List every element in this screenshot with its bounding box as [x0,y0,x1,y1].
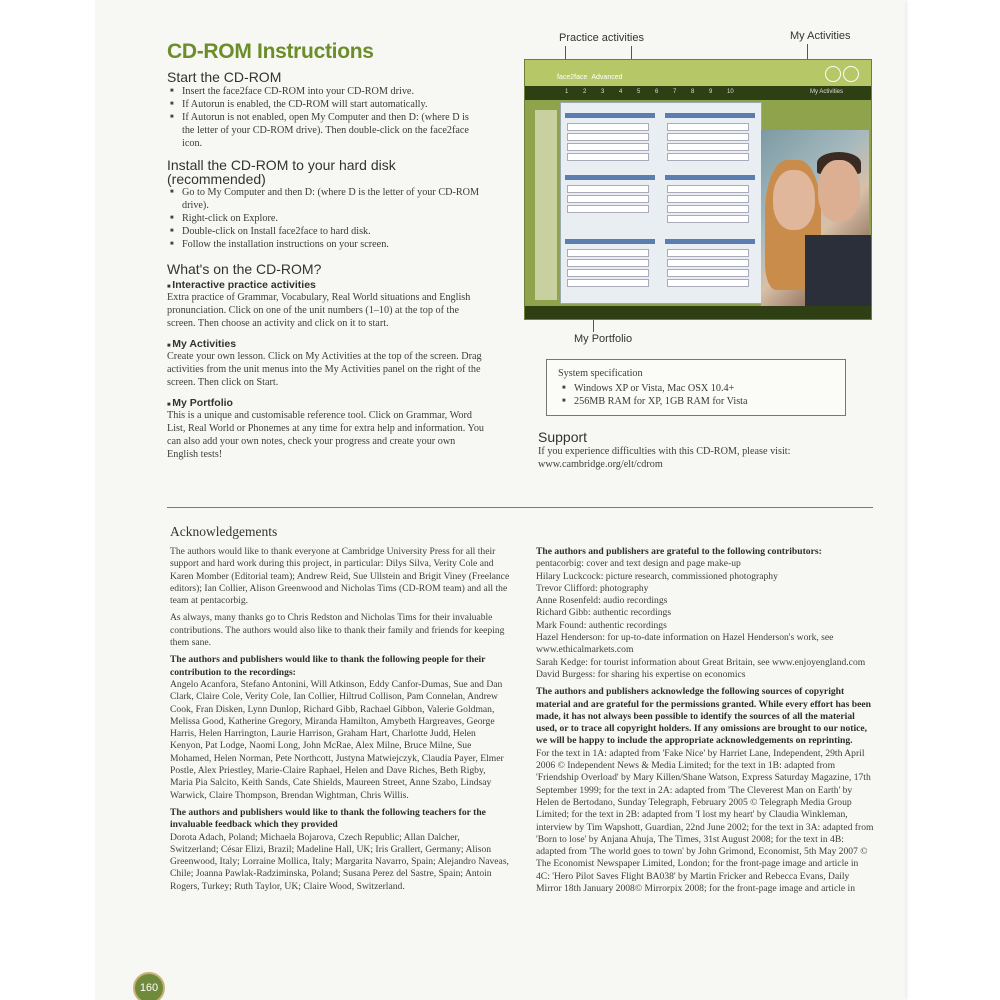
acknowledgements-heading: Acknowledgements [170,524,278,539]
activity-row [567,153,649,161]
callout-my-portfolio: My Portfolio [574,333,633,345]
support-text [538,445,858,471]
unit-number: 6 [655,89,659,95]
activity-row [667,279,749,287]
activity-row [567,195,649,203]
unit-number-bar [525,86,871,100]
activity-row [667,195,749,203]
section-header [565,239,655,244]
my-activities-link: My Activities [810,89,844,95]
ack-text: pentacorbig: cover and text design and page make-up Hilary Luckcock: picture research, commissioned photography Trevor Clifford: photography Anne Rosenfeld: audio recordings Richard Gibb: authentic recordings Mark Found: authentic recordings Hazel Henderson: for up-to-date information on Hazel Henderson's work, see www.ethicalmarkets.com Sarah Kedge: for tourist information about Great Britain, see www.enjoyengland.com David Burgess: for sharing his expertise on economics [536,558,866,680]
activity-row [667,259,749,267]
unit-number: 7 [673,89,677,95]
unit-number: 8 [691,89,695,95]
item-title: ■ My Portfolio [167,397,487,409]
support-line: If you experience difficulties with this CD-ROM, please visit: [538,446,791,457]
activities-panel [560,102,762,304]
unit-number: 10 [727,89,734,95]
people-photo-woman-face [773,170,815,230]
portfolio-tabs [535,110,557,300]
list-item: ■ Double-click on Install face2face to hard disk. [182,225,502,238]
activity-row [567,133,649,141]
activity-row [567,205,649,213]
item-text: This is a unique and customisable reference tool. Click on Grammar, Word List, Real World or Phonemes at any time for extra help and information. You can also add your own notes, check your progress and create your own English tests! [167,410,485,460]
logo-text: face2face [557,74,588,81]
ack-text: For the text in 1A: adapted from 'Fake Nice' by Harriet Lane, Independent, 29th April 2006 © Independent News & Media Limited; for the text in 1B: adapted from 'Friendship Overload' by Mary Killen/Shane Watson, Express Saturday Magazine, 17th September 1999; for the text in 2A: adapted from 'The Cleverest Man on Earth' by Helen de Bertodano, Sunday Telegraph, February 2005 © Telegraph Media Group Limited; for the text in 2B: adapted from 'I lost my heart' by Claudia Winkleman, interview by Tim Wapshott, Guardian, 22nd June 2002; for the text in 3A: adapted from 'Born to lose' by Anjana Ahuja, The Times, 31st August 2008; for the text in 4B: adapted from 'The world goes to town' by John Grimond, Economist, 5th May 2007 © The Economist Newspaper Limited, London; for the front-page image and article in 4C: 'Hero Pilot Saves Flight BA038' by Martin Fricker and Rebecca Evans, Daily Mirror 18th January 2008© Mirrorpix 2008; for the front-page image and article in [536,747,874,895]
list-item: ■ Go to My Computer and then D: (where D is the letter of your CD-ROM drive). [182,186,502,212]
ack-bold: The authors and publishers would like to thank the following people for their contribution to the recordings: [170,654,486,678]
ack-text: The authors would like to thank everyone at Cambridge University Press for all their support and hard work during this project, in particular: Dilys Silva, Verity Cole and Karen Momber (Editorial team); Andrew Reid, Sue Ullstein and Brigit Viney (Freelance editors); Ian Collier, Alison Greenwood and Nicholas Tims (CD-ROM team) and all the team at pentacorbig. [170,546,510,607]
activity-row [667,153,749,161]
section-divider [167,507,873,508]
install-heading-line1: Install the CD-ROM to your hard disk [167,157,396,173]
unit-number: 2 [583,89,587,95]
list-item: ■ Right-click on Explore. [182,212,502,225]
item-title: ■ Interactive practice activities [167,279,487,291]
section-header [565,175,655,180]
ack-paragraph [536,686,874,895]
unit-number: 9 [709,89,713,95]
install-list [168,186,502,251]
list-item: ■ 256MB RAM for XP, 1GB RAM for Vista [574,395,748,408]
list-item: ■ Follow the installation instructions on your screen. [182,238,502,251]
section-header [565,113,655,118]
install-heading [167,158,396,186]
ack-text: As always, many thanks go to Chris Redston and Nicholas Tims for their invaluable contributions. The authors would also like to thank their family and friends for keeping them sane. [170,612,505,649]
item-text: Extra practice of Grammar, Vocabulary, Real World situations and English pronunciation. Click on one of the unit numbers (1–10) at the top of the screen. Then choose an activity and click on it to start. [167,292,471,329]
system-spec-heading: System specification [558,368,643,379]
activity-row [567,269,649,277]
activity-row [667,185,749,193]
ack-text: Dorota Adach, Poland; Michaela Bojarova, Czech Republic; Allan Dalcher, Switzerland; César Elizi, Brazil; Madeline Hall, UK; Iris Grallert, Germany; Alison Greenwood, Italy; Lorraine Mollica, Italy; Margarita Navarro, Spain; Alejandro Naveas, Chile; Joanna Pawlak-Radziminska, Poland; Susana Perez del Sastre, Spain; Antoin Rogers, Turkey; Ruth Taylor, UK; Claire Wood, Switzerland. [170,831,509,892]
ack-bold: The authors and publishers are grateful to the following contributors: [536,546,822,557]
screenshot-footer [525,306,871,319]
page-number: 160 [133,972,165,1000]
callout-my-activities: My Activities [790,30,851,42]
ack-paragraph [170,612,510,649]
book-page [95,0,905,1000]
install-heading-line2: (recommended) [167,171,266,187]
system-spec-box [546,359,846,416]
start-heading: Start the CD-ROM [167,69,282,85]
support-url: www.cambridge.org/elt/cdrom [538,459,663,470]
ack-paragraph [170,654,510,802]
ack-paragraph [170,546,510,607]
activity-row [667,123,749,131]
section-header [665,113,755,118]
activity-row [667,143,749,151]
ack-right-column [536,546,874,900]
cdrom-screenshot [524,59,872,320]
ack-bold: The authors and publishers acknowledge the following sources of copyright material and are grateful for the permissions granted. While every effort has been made, it has not always been possible to identify the sources of all the material used, or to trace all copyright holders. If any omissions are brought to our notice, we will be happy to include the appropriate acknowledgements on reprinting. [536,686,871,747]
activity-row [567,259,649,267]
unit-number: 4 [619,89,623,95]
activity-row [667,133,749,141]
close-icon [843,66,859,82]
activity-row [567,143,649,151]
ack-paragraph [170,807,510,893]
activity-row [667,269,749,277]
level-text: Advanced [591,74,623,81]
ack-text: Angelo Acanfora, Stefano Antonini, Will Atkinson, Eddy Canfor-Dumas, Sue and Dan Clark, Claire Cole, Verity Cole, Ian Collier, Hiltrud Collison, Pam Connelan, Andrew Cook, Fran Disken, Lynn Dunlop, Richard Gibb, Rachael Gibbon, Valerie Goldman, Melissa Good, Katherine Gregory, Miranda Hamilton, Amybeth Hargreaves, George Harris, Helen Harrington, Laurie Harrison, Graham Hart, Charlotte Judd, Helen Kenyon, Pat Lodge, Naomi Long, John McRae, Alex Milne, Bruce Milne, Sue Mohamed, Helen Norman, Pete Northcott, Justyna Matwiejczyk, Claudia Payer, Elmer Postle, Alex Priestley, Marie-Claire Raphael, Helen and Dave Riches, Beth Rigby, Maria Pia Salcito, Keith Sands, Cate Shields, Maureen Street, Anne Szabo, Lindsay Warwick, Claire Thompson, Brendan Wightman, Chris Willis. [170,678,504,801]
ack-paragraph [536,546,874,681]
section-header [665,239,755,244]
page-title: CD-ROM Instructions [167,40,374,63]
activity-row [667,205,749,213]
minimize-icon [825,66,841,82]
list-item: ■ If Autorun is enabled, the CD-ROM will start automatically. [182,98,482,111]
ack-left-column [170,546,510,898]
section-header [665,175,755,180]
people-photo-man-face [818,160,860,222]
ack-bold: The authors and publishers would like to thank the following teachers for the invaluable feedback which they provided [170,806,486,831]
face2face-logo [553,67,623,82]
item-text: Create your own lesson. Click on My Activities at the top of the screen. Drag activities from the unit menus into the My Activities panel on the right of the screen. Then click on Start. [167,351,482,388]
support-heading: Support [538,429,588,445]
activity-row [667,249,749,257]
activity-row [567,279,649,287]
list-item: ■ If Autorun is not enabled, open My Computer and then D: (where D is the letter of your CD-ROM drive). Then double-click on the face2face icon. [182,111,482,150]
unit-number: 5 [637,89,641,95]
activity-row [567,249,649,257]
activity-row [567,123,649,131]
start-list [168,85,482,150]
activity-row [567,185,649,193]
list-item: ■ Insert the face2face CD-ROM into your CD-ROM drive. [182,85,482,98]
list-item: ■ Windows XP or Vista, Mac OSX 10.4+ [574,382,748,395]
item-title: ■ My Activities [167,338,487,350]
callout-practice-activities: Practice activities [559,32,644,44]
unit-number: 1 [565,89,569,95]
whats-on-items [167,279,487,461]
unit-number: 3 [601,89,605,95]
whats-on-heading: What's on the CD-ROM? [167,261,322,277]
system-spec-list [560,382,748,408]
activity-row [667,215,749,223]
